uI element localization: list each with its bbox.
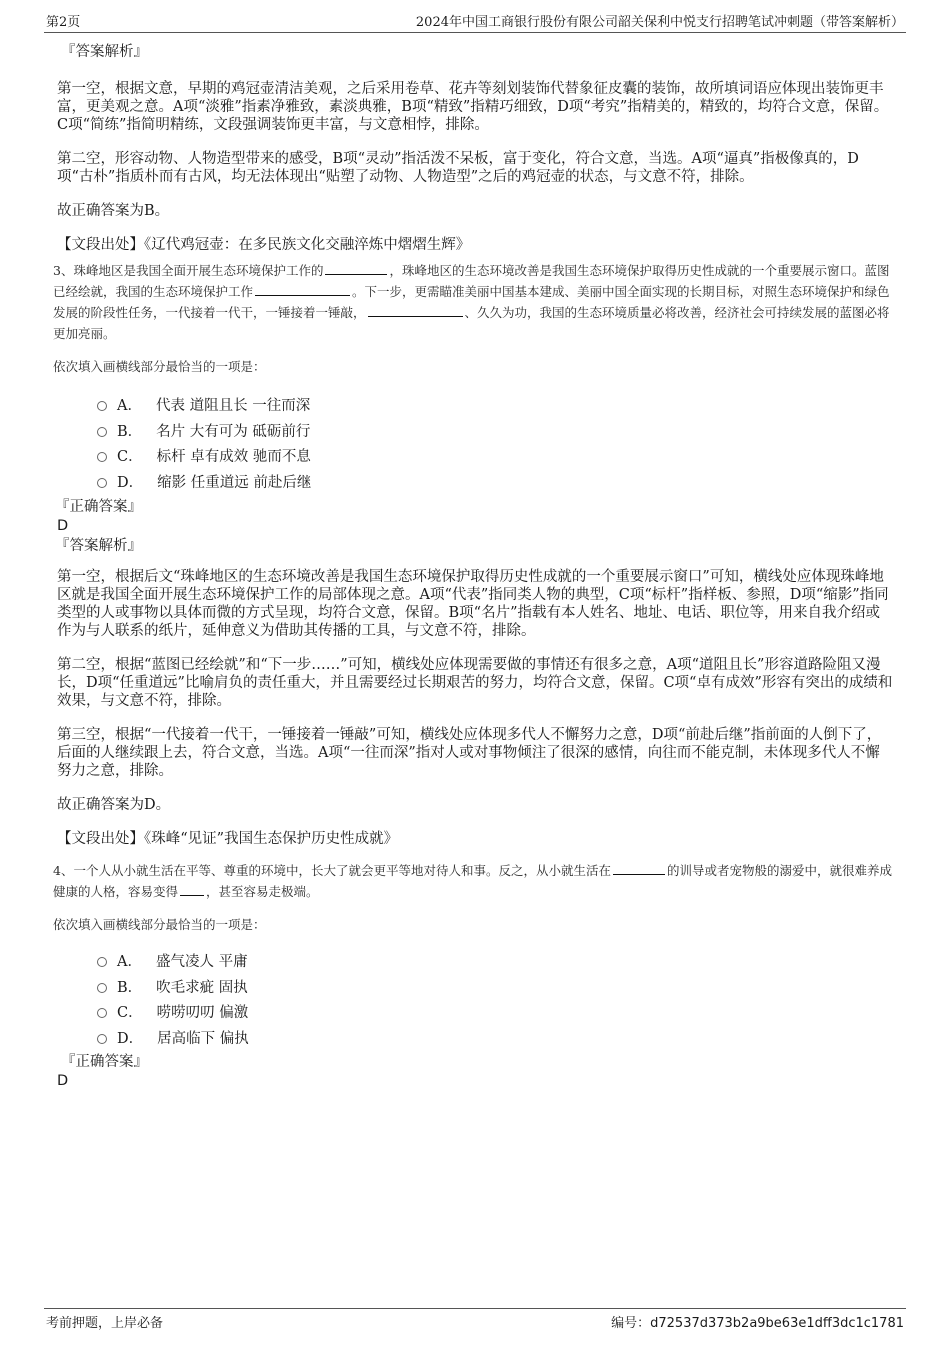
fill-blank <box>613 861 665 875</box>
radio-icon[interactable] <box>97 983 107 993</box>
radio-icon[interactable] <box>97 1008 107 1018</box>
analysis-conclusion: 故正确答案为B。 <box>57 203 170 219</box>
passage-source: 【文段出处】《辽代鸡冠壶：在多民族文化交融淬炼中熠熠生辉》 <box>57 237 471 253</box>
correct-answer: D <box>57 518 69 534</box>
analysis-paragraph: 第一空，根据文意，早期的鸡冠壶清洁美观，之后采用卷草、花卉等刻划装饰代替象征皮囊的装饰，故所填词语应体现出装饰更丰富，更美观之意。A项“淡雅”指素净雅致，素淡典雅，B项“精致”指精巧细致，D项“考究”指精美的，精致的，均符合文意，保留。C项“简练”指简明精练，文段强调装饰更丰富，与文意相悖，排除。 <box>57 81 889 133</box>
option-c[interactable]: C． 唠唠叨叨 偏激 <box>97 999 893 1025</box>
passage-source: 【文段出处】《珠峰“见证”我国生态保护历史性成就》 <box>57 831 399 847</box>
question-3-options <box>97 392 893 494</box>
page-number: 第2页 <box>46 15 81 30</box>
analysis-paragraph: 第二空，形容动物、人物造型带来的感受，B项“灵动”指活泼不呆板，富于变化，符合文意，当选。A项“逼真”指极像真的，D项“古朴”指质朴而有古风，均无法体现出“贴塑了动物、人物造型”之后的鸡冠壶的状态，与文意不符，排除。 <box>57 151 859 185</box>
correct-answer: D <box>57 1073 69 1089</box>
option-c[interactable]: C． 标杆 卓有成效 驰而不息 <box>97 443 893 469</box>
fill-blank <box>368 303 463 317</box>
fill-blank <box>180 882 204 896</box>
radio-icon[interactable] <box>97 478 107 488</box>
correct-answer-heading: 『正确答案』 <box>55 499 142 515</box>
option-a[interactable]: A． 盛气凌人 平庸 <box>97 948 893 974</box>
option-b[interactable]: B． 名片 大有可为 砥砺前行 <box>97 418 893 444</box>
analysis-conclusion: 故正确答案为D。 <box>57 797 171 813</box>
analysis-paragraph: 第三空，根据“一代接着一代干，一锤接着一锤敲”可知，横线处应体现多代人不懈努力之意，D项“前赴后继”指前面的人倒下了，后面的人继续跟上去，符合文意，当选。A项“一往而深”指对人或对事物倾注了很深的感情，向往而不能克制，未体现多代人不懈努力之意，排除。 <box>57 727 882 779</box>
question-4-options <box>97 948 893 1050</box>
footer-slogan: 考前押题，上岸必备 <box>46 1316 164 1331</box>
radio-icon[interactable] <box>97 1034 107 1044</box>
question-4-text: 4、一个人从小就生活在平等、尊重的环境中，长大了就会更平等地对待人和事。反之，从小就生活在 的训导或者宠物般的溺爱中，就很难养成健康的人格，容易变得 ，甚至容易走极端。 <box>53 863 892 899</box>
radio-icon[interactable] <box>97 401 107 411</box>
question-prompt: 依次填入画横线部分最恰当的一项是： <box>53 359 266 374</box>
option-b[interactable]: B． 吹毛求疵 固执 <box>97 974 893 1000</box>
document-title: 2024年中国工商银行股份有限公司韶关保利中悦支行招聘笔试冲刺题（带答案解析） <box>415 15 904 30</box>
option-d[interactable]: D． 缩影 任重道远 前赴后继 <box>97 469 893 495</box>
analysis-paragraph: 第一空，根据后文“珠峰地区的生态环境改善是我国生态环境保护取得历史性成就的一个重要展示窗口”可知，横线处应体现珠峰地区就是我国全面开展生态环境保护工作的局部体现之意。A项“代表”指同类人物的典型，C项“标杆”指样板、参照，D项“缩影”指同类型的人或事物以具体而微的方式呈现，均符合文意，保留。B项“名片”指载有本人姓名、地址、电话、职位等，用来自我介绍或作为与人联系的纸片，延伸意义为借助其传播的工具，与文意不符，排除。 <box>57 569 889 639</box>
analysis-heading: 『答案解析』 <box>55 538 142 554</box>
fill-blank <box>255 282 350 296</box>
fill-blank <box>325 261 387 275</box>
page-header <box>44 12 906 33</box>
question-prompt: 依次填入画横线部分最恰当的一项是： <box>53 917 266 932</box>
radio-icon[interactable] <box>97 427 107 437</box>
option-a[interactable]: A． 代表 道阻且长 一往而深 <box>97 392 893 418</box>
analysis-heading: 『答案解析』 <box>61 44 148 60</box>
document-code: 编号：d72537d373b2a9be63e1dff3dc1c1781 <box>611 1316 904 1331</box>
question-3-text: 3、珠峰地区是我国全面开展生态环境保护工作的 ，珠峰地区的生态环境改善是我国生态环境保护取得历史性成就的一个重要展示窗口。蓝图已经绘就，我国的生态环境保护工作 。下一步，更需瞄准美丽中国基本建成、美丽中国全面实现的长期目标，对照生态环境保护和绿色发展的阶段性任务，一代接着一代干，一锤接着一锤敲， 、久久为功，我国的生态环境质量必将改善，经济社会可持续发展的蓝图必将更加亮丽。 <box>53 263 890 341</box>
radio-icon[interactable] <box>97 957 107 967</box>
page-content <box>53 42 893 1090</box>
page-footer <box>44 1308 906 1333</box>
radio-icon[interactable] <box>97 452 107 462</box>
analysis-paragraph: 第二空，根据“蓝图已经绘就”和“下一步……”可知，横线处应体现需要做的事情还有很多之意，A项“道阻且长”形容道路险阻又漫长，D项“任重道远”比喻肩负的责任重大，并且需要经过长期艰苦的努力，均符合文意，保留。C项“卓有成效”形容有突出的成绩和效果，与文意不符，排除。 <box>57 657 893 709</box>
option-d[interactable]: D． 居高临下 偏执 <box>97 1025 893 1051</box>
correct-answer-heading: 『正确答案』 <box>61 1054 148 1070</box>
